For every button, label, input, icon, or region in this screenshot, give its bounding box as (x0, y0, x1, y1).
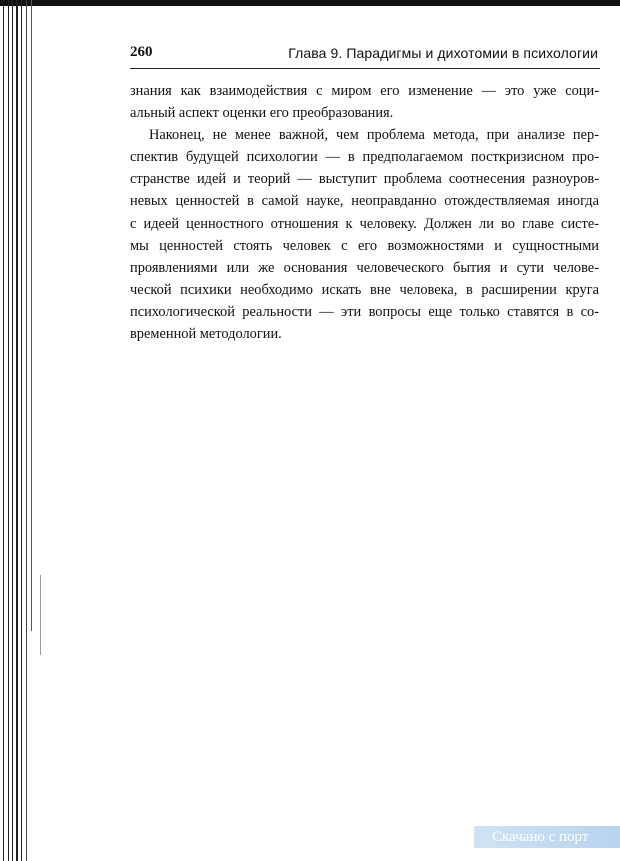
text-line: невых ценностей в самой науке, неоправданно отождествляемая иногда (130, 193, 599, 210)
body-text (130, 80, 599, 345)
watermark-text: Скачано с порт (492, 829, 589, 845)
scan-margin-mark (40, 575, 41, 655)
running-head: Глава 9. Парадигмы и дихотомии в психологии (288, 45, 598, 61)
page-edge-line (8, 0, 9, 861)
text-line: ческой психики необходимо искать вне человека, в расширении круга (130, 281, 599, 298)
page-top-edge (0, 0, 620, 6)
page-header (130, 44, 600, 69)
watermark-banner (474, 826, 620, 848)
page-edge-line (21, 0, 22, 861)
page-edge-line (31, 0, 32, 631)
text-line: временной методологии. (130, 326, 282, 343)
text-line: спектив будущей психологии — в предполагаемом посткризисном про- (130, 149, 599, 166)
paragraph-continued (130, 80, 599, 124)
text-line: странстве идей и теорий — выступит проблема соотнесения разноуров- (130, 171, 599, 188)
page-edge-line (12, 0, 13, 861)
paragraph (130, 124, 599, 345)
page-edge-line (26, 0, 27, 861)
text-line: знания как взаимодействия с миром его изменение — это уже соци- (130, 83, 599, 99)
page-edge-line (3, 0, 4, 861)
page-number: 260 (130, 44, 153, 60)
text-line: альный аспект оценки его преобразования. (130, 105, 394, 122)
page-edge-line (16, 0, 18, 861)
text-line: с идеей ценностного отношения к человеку. Должен ли во главе систе- (130, 215, 599, 232)
text-line: мы ценностей стоять человек с его возможностями и сущностными (130, 237, 599, 254)
text-line: Наконец, не менее важной, чем проблема метода, при анализе пер- (149, 127, 599, 144)
text-line: проявлениями или же основания человеческого бытия и сути челове- (130, 259, 599, 276)
text-line: психологической реальности — эти вопросы еще только ставятся в со- (130, 303, 599, 320)
